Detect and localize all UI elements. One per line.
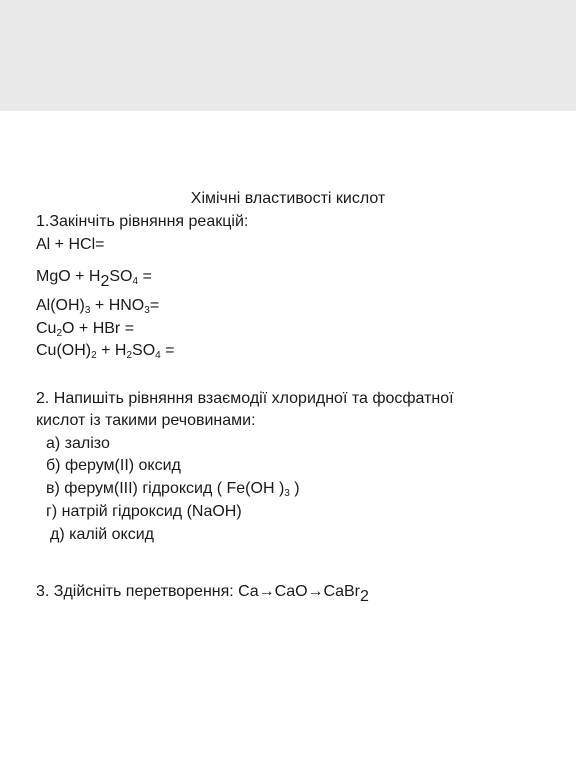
subscript: 2 (126, 350, 133, 361)
subscript: 2 (56, 328, 63, 339)
subscript: 3 (84, 305, 91, 316)
task3-line: 3. Здійсніть перетворення: Ca→CaO→CaBr$_2$ (36, 583, 369, 605)
subscript: 2 (359, 588, 369, 605)
subscript: 2 (91, 350, 97, 361)
task2-item-b: б) ферум(II) оксид (46, 457, 181, 474)
subscript: 3 (284, 488, 290, 499)
equation-4: $Cu_2O$ + HBr = (36, 320, 135, 339)
subscript: 4 (155, 350, 161, 361)
equation-3: $Al(OH)_3 + HNO_3=$ (36, 297, 160, 316)
equation-1: Al + HCl= (36, 236, 105, 253)
subscript: 3 (144, 305, 150, 316)
equation-2: MgO + $H_2SO_4$ = (36, 268, 152, 290)
task2-item-c: в) ферум(III) гідроксид ( Fe(OH )$_3$ ) (46, 480, 300, 499)
equation-5: $Cu(OH)_2 + H_2SO_4$ = (36, 342, 175, 361)
task2-item-e: д) калій оксид (50, 526, 154, 543)
subscript: 2 (100, 273, 110, 290)
task2-item-a: а) залізо (46, 435, 110, 452)
top-margin-band (0, 0, 576, 111)
task2-heading-line1: 2. Напишіть рівняння взаємодії хлоридної та фосфатної (36, 390, 454, 407)
task2-heading-line2: кислот із такими речовинами: (36, 412, 256, 429)
task1-heading: 1.Закінчіть рівняння реакцій: (36, 213, 249, 230)
subscript: 4 (132, 276, 139, 287)
task2-item-d: г) натрій гідроксид (NaOH) (46, 503, 242, 520)
document-title: Хімічні властивості кислот (190, 190, 386, 207)
